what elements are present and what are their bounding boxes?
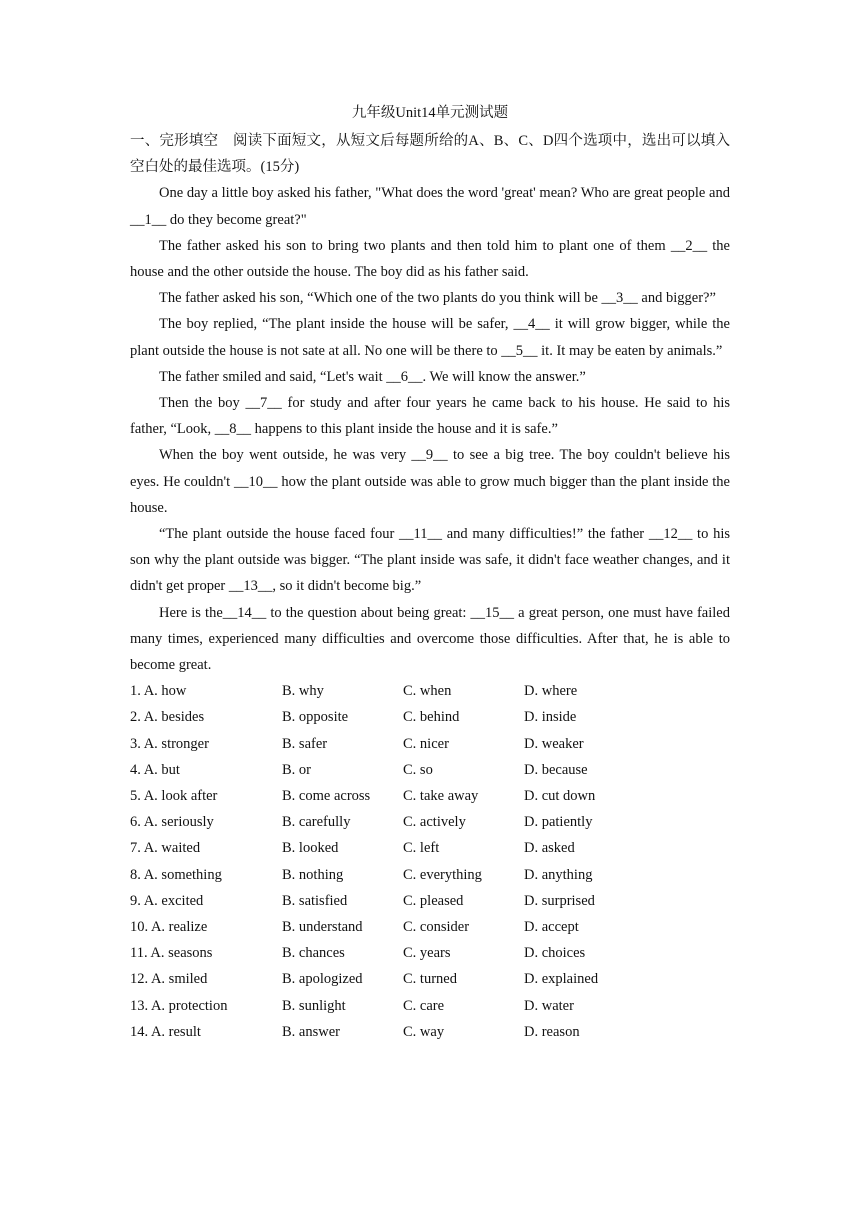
option-d: D. water [524,997,574,1014]
option-row [130,862,730,888]
option-a: 2. A. besides [130,709,205,726]
option-a: 6. A. seriously [130,814,214,831]
option-row [130,888,730,914]
option-c: C. way [403,1023,445,1040]
option-a: 4. A. but [130,761,180,778]
option-d: D. because [524,761,588,778]
option-b: B. understand [282,918,363,935]
option-b: B. looked [282,840,339,857]
option-c: C. behind [403,709,460,726]
option-c: C. turned [403,971,457,988]
option-d: D. inside [524,709,577,726]
option-b: B. satisfied [282,892,348,909]
option-b: B. carefully [282,814,351,831]
option-a: 1. A. how [130,683,187,700]
option-a: 7. A. waited [130,840,201,857]
option-row [130,783,730,809]
option-d: D. where [524,683,578,700]
option-c: C. so [403,761,433,778]
option-b: B. sunlight [282,997,346,1014]
option-row [130,704,730,730]
passage-paragraph: Then the boy __7__ for study and after four years he came back to his house. He said to his father, “Look, __8__ happens to this plant inside the house and it is safe.” [130,395,730,438]
option-row [130,809,730,835]
option-b: B. chances [282,945,345,962]
option-a: 10. A. realize [130,918,208,935]
passage [130,180,730,678]
option-a: 13. A. protection [130,997,228,1014]
option-row [130,835,730,861]
option-c: C. consider [403,918,470,935]
answer-options [130,678,730,1045]
passage-paragraph: The father asked his son to bring two plants and then told him to plant one of them __2__ the house and the other outside the house. The boy did as his father said. [130,237,730,281]
option-a: 3. A. stronger [130,735,209,752]
option-b: B. answer [282,1023,340,1040]
option-c: C. pleased [403,892,464,909]
option-c: C. everything [403,866,482,883]
option-b: B. safer [282,735,328,752]
option-c: C. nicer [403,735,449,752]
passage-paragraph: “The plant outside the house faced four __11__ and many difficulties!” the father __12__ to his son why the plant outside was bigger. “The plant inside was safe, it didn't face weather changes, and it didn't get proper __13__, so it didn't become big.” [130,526,730,595]
passage-paragraph: The father asked his son, “Which one of the two plants do you think will be __3__ and bigger?” [159,290,716,307]
passage-paragraph: The father smiled and said, “Let's wait __6__. We will know the answer.” [159,368,586,385]
option-d: D. patiently [524,814,593,831]
option-c: C. left [403,840,440,857]
option-d: D. cut down [524,788,596,805]
option-row [130,993,730,1019]
section-heading: 一、完形填空 阅读下面短文，从短文后每题所给的A、B、C、D四个选项中，选出可以填入空白处的最佳选项。(15分) [130,133,730,176]
option-b: B. or [282,761,311,778]
option-a: 12. A. smiled [130,971,208,988]
option-c: C. care [403,997,445,1014]
option-row [130,678,730,704]
option-a: 14. A. result [130,1023,201,1040]
option-row [130,966,730,992]
option-d: D. reason [524,1023,580,1040]
option-b: B. come across [282,788,371,805]
document-title: 九年级Unit14单元测试题 [351,105,509,121]
option-d: D. accept [524,918,579,935]
option-a: 5. A. look after [130,788,218,805]
option-d: D. asked [524,840,575,857]
option-d: D. surprised [524,892,595,909]
option-row [130,757,730,783]
option-d: D. anything [524,866,593,883]
passage-paragraph: Here is the__14__ to the question about being great: __15__ a great person, one must have failed many times, experienced many difficulties and overcome those difficulties. After that, he is able to become great. [130,604,730,674]
option-b: B. opposite [282,709,349,726]
option-d: D. choices [524,945,586,962]
option-row [130,940,730,966]
option-row [130,731,730,757]
option-a: 9. A. excited [130,892,204,909]
option-d: D. explained [524,971,599,988]
option-c: C. take away [403,788,479,805]
option-c: C. actively [403,814,466,831]
option-b: B. apologized [282,971,363,988]
passage-paragraph: One day a little boy asked his father, "What does the word 'great' mean? Who are great people and __1__ do they become great?" [130,185,730,228]
option-a: 8. A. something [130,866,222,883]
option-c: C. when [403,683,452,700]
passage-paragraph: When the boy went outside, he was very __9__ to see a big tree. The boy couldn't believe his eyes. He couldn't __10__ how the plant outside was able to grow much bigger than the plant inside the house. [130,447,730,516]
option-row [130,1019,730,1045]
option-b: B. nothing [282,866,344,883]
option-b: B. why [282,683,324,700]
option-d: D. weaker [524,735,584,752]
option-row [130,914,730,940]
option-c: C. years [403,945,451,962]
document-page [130,100,730,1045]
option-a: 11. A. seasons [130,945,213,962]
passage-paragraph: The boy replied, “The plant inside the house will be safer, __4__ it will grow bigger, while the plant outside the house is not sate at all. No one will be there to __5__ it. It may be eaten by animals.” [130,316,730,359]
